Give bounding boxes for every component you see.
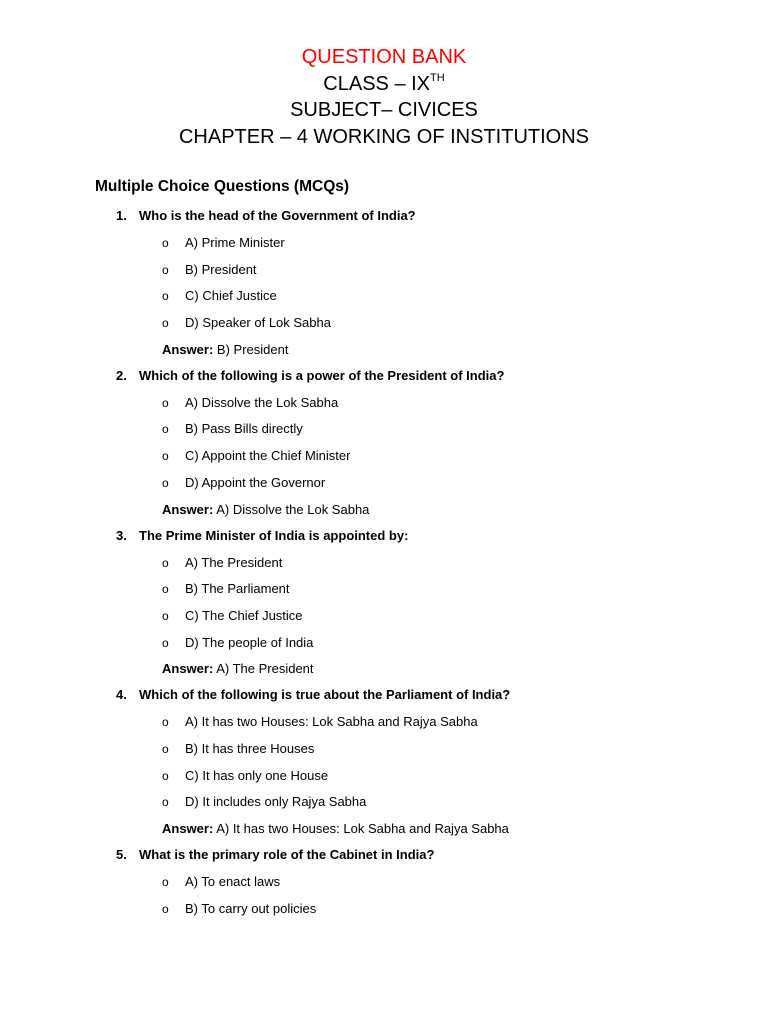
- question-label: Which of the following is true about the Parliament of India?: [139, 687, 511, 703]
- answer-value: A) Dissolve the Lok Sabha: [216, 501, 370, 517]
- answer-label: Answer:: [162, 661, 214, 677]
- class-heading: [0, 71, 768, 98]
- option-item: [0, 234, 768, 252]
- bullet-icon: o: [162, 316, 169, 331]
- bullet-icon: o: [162, 715, 169, 730]
- option-item: [0, 261, 768, 279]
- option-item: [0, 713, 768, 731]
- option-item: [0, 767, 768, 785]
- question-label: Who is the head of the Government of India?: [139, 208, 416, 223]
- bullet-icon: o: [162, 289, 169, 304]
- bullet-icon: o: [162, 262, 169, 277]
- class-label: CLASS – IX: [323, 72, 431, 95]
- option-item: [0, 580, 768, 598]
- question-text: [116, 207, 768, 225]
- bullet-icon: o: [162, 795, 169, 810]
- answer-line: [162, 660, 768, 678]
- bullet-icon: o: [162, 475, 169, 490]
- answer-label: Answer:: [162, 821, 214, 836]
- option-text: D) Appoint the Governor: [185, 474, 326, 490]
- option-text: C) Chief Justice: [185, 288, 277, 304]
- chapter-heading: CHAPTER – 4 WORKING OF INSTITUTIONS: [178, 125, 590, 148]
- option-text: B) It has three Houses: [185, 740, 315, 756]
- answer-line: [162, 501, 768, 519]
- option-text: B) President: [185, 261, 257, 277]
- answer-label: Answer:: [162, 501, 214, 517]
- bullet-icon: o: [162, 236, 169, 250]
- option-list: [0, 554, 768, 652]
- option-list: [0, 873, 768, 918]
- option-item: [0, 634, 768, 652]
- question-text: [116, 367, 768, 385]
- option-text: A) Dissolve the Lok Sabha: [185, 394, 339, 410]
- option-text: C) Appoint the Chief Minister: [185, 448, 351, 464]
- question-item: [0, 846, 768, 918]
- answer-label: Answer:: [162, 341, 214, 357]
- option-item: [0, 394, 768, 412]
- bullet-icon: o: [162, 449, 169, 464]
- option-text: A) Prime Minister: [185, 235, 285, 250]
- option-text: B) To carry out policies: [185, 900, 317, 916]
- answer-value: B) President: [216, 341, 289, 357]
- option-text: C) The Chief Justice: [185, 607, 303, 623]
- bullet-icon: o: [162, 768, 169, 783]
- question-text: [116, 527, 768, 545]
- question-item: [0, 367, 768, 519]
- option-list: [0, 234, 768, 332]
- bullet-icon: o: [162, 635, 169, 650]
- option-text: D) The people of India: [185, 634, 314, 650]
- question-item: [0, 686, 768, 838]
- bullet-icon: o: [162, 608, 169, 623]
- question-number: 5.: [116, 847, 127, 862]
- question-label: Which of the following is a power of the President of India?: [139, 367, 505, 383]
- option-text: B) Pass Bills directly: [185, 421, 303, 437]
- question-item: [0, 527, 768, 679]
- question-list: [0, 207, 768, 926]
- option-item: [0, 793, 768, 811]
- bullet-icon: o: [162, 395, 169, 410]
- option-text: D) It includes only Rajya Sabha: [185, 794, 367, 810]
- option-text: A) The President: [185, 554, 283, 570]
- option-item: [0, 420, 768, 438]
- option-item: [0, 447, 768, 465]
- document-header: [0, 44, 768, 150]
- class-superscript: TH: [430, 71, 445, 84]
- question-number: 1.: [116, 208, 127, 223]
- option-text: D) Speaker of Lok Sabha: [185, 315, 331, 331]
- bullet-icon: o: [162, 875, 169, 889]
- question-item: [0, 207, 768, 359]
- answer-line: [162, 341, 768, 359]
- question-number: 2.: [116, 367, 127, 383]
- section-title: Multiple Choice Questions (MCQs): [95, 178, 350, 195]
- bullet-icon: o: [162, 901, 169, 916]
- option-item: [0, 607, 768, 625]
- question-label: What is the primary role of the Cabinet in India?: [139, 847, 435, 862]
- option-list: [0, 394, 768, 492]
- option-item: [0, 314, 768, 332]
- question-number: 3.: [116, 527, 127, 543]
- option-item: [0, 474, 768, 492]
- option-item: [0, 554, 768, 572]
- subject-heading: SUBJECT– CIVICES: [290, 99, 478, 121]
- option-item: [0, 740, 768, 758]
- option-list: [0, 713, 768, 811]
- bullet-icon: o: [162, 555, 169, 570]
- option-text: C) It has only one House: [185, 767, 329, 783]
- option-item: [0, 900, 768, 918]
- option-text: A) It has two Houses: Lok Sabha and Rajya Sabha: [185, 714, 478, 730]
- option-text: A) To enact laws: [185, 874, 281, 889]
- question-text: [116, 686, 768, 704]
- answer-line: [162, 820, 768, 838]
- question-label: The Prime Minister of India is appointed by:: [139, 527, 409, 543]
- question-number: 4.: [116, 687, 127, 703]
- document-title: QUESTION BANK: [301, 46, 467, 68]
- bullet-icon: o: [162, 422, 169, 437]
- answer-value: A) The President: [216, 661, 314, 677]
- option-item: [0, 287, 768, 305]
- question-text: [116, 846, 768, 864]
- bullet-icon: o: [162, 582, 169, 597]
- option-text: B) The Parliament: [185, 581, 290, 597]
- answer-value: A) It has two Houses: Lok Sabha and Rajya Sabha: [216, 821, 509, 836]
- bullet-icon: o: [162, 741, 169, 756]
- option-item: [0, 873, 768, 891]
